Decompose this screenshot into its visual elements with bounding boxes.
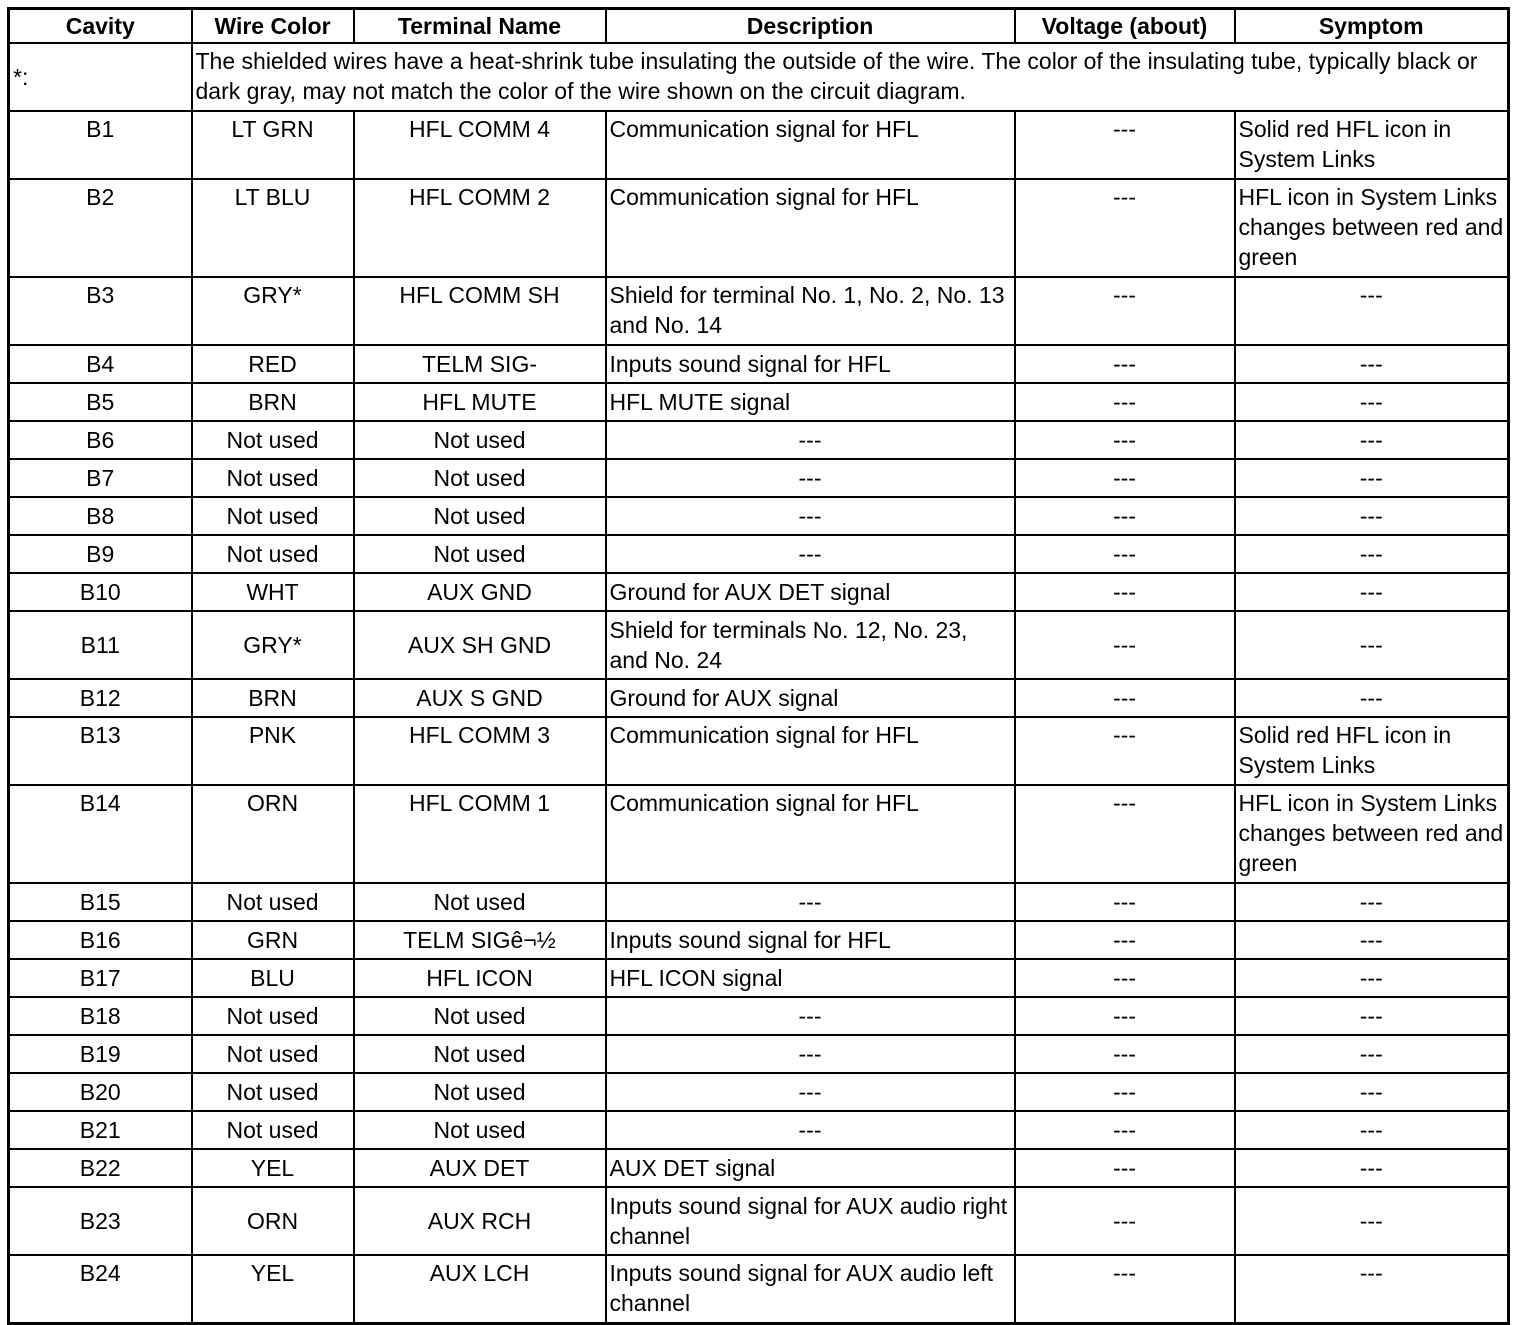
connector-table-wrapper: [7, 7, 1510, 1325]
header-terminal-name: Terminal Name: [354, 9, 606, 44]
cell-voltage: ---: [1015, 179, 1235, 277]
table-row: [9, 277, 1509, 345]
cell-description: HFL ICON signal: [606, 959, 1015, 997]
cell-description: Communication signal for HFL: [606, 111, 1015, 179]
table-row: [9, 883, 1509, 921]
cell-cavity: B2: [9, 179, 192, 277]
cell-symptom: ---: [1235, 679, 1509, 717]
cell-wire-color: LT BLU: [192, 179, 354, 277]
cell-wire-color: BLU: [192, 959, 354, 997]
cell-wire-color: ORN: [192, 1187, 354, 1255]
cell-cavity: B4: [9, 345, 192, 383]
cell-description: ---: [606, 1073, 1015, 1111]
cell-voltage: ---: [1015, 883, 1235, 921]
cell-symptom: ---: [1235, 535, 1509, 573]
cell-wire-color: Not used: [192, 497, 354, 535]
cell-terminal-name: Not used: [354, 459, 606, 497]
cell-terminal-name: AUX GND: [354, 573, 606, 611]
cell-wire-color: BRN: [192, 679, 354, 717]
cell-description: Inputs sound signal for AUX audio right channel: [606, 1187, 1015, 1255]
cell-terminal-name: Not used: [354, 1073, 606, 1111]
cell-terminal-name: TELM SIGê¬½: [354, 921, 606, 959]
cell-symptom: HFL icon in System Links changes between red and green: [1235, 785, 1509, 883]
footnote-row: [9, 43, 1509, 111]
cell-terminal-name: HFL COMM 3: [354, 717, 606, 785]
header-wire-color: Wire Color: [192, 9, 354, 44]
table-row: [9, 1187, 1509, 1255]
table-row: [9, 921, 1509, 959]
cell-terminal-name: HFL ICON: [354, 959, 606, 997]
cell-description: AUX DET signal: [606, 1149, 1015, 1187]
cell-description: ---: [606, 1111, 1015, 1149]
cell-symptom: ---: [1235, 1035, 1509, 1073]
cell-wire-color: GRY*: [192, 611, 354, 679]
cell-terminal-name: AUX LCH: [354, 1255, 606, 1324]
cell-terminal-name: Not used: [354, 1035, 606, 1073]
cell-symptom: ---: [1235, 345, 1509, 383]
cell-voltage: ---: [1015, 785, 1235, 883]
cell-voltage: ---: [1015, 345, 1235, 383]
cell-description: Inputs sound signal for HFL: [606, 921, 1015, 959]
cell-wire-color: BRN: [192, 383, 354, 421]
cell-wire-color: YEL: [192, 1255, 354, 1324]
cell-terminal-name: HFL COMM 2: [354, 179, 606, 277]
table-row: [9, 179, 1509, 277]
cell-description: ---: [606, 421, 1015, 459]
cell-wire-color: Not used: [192, 997, 354, 1035]
cell-voltage: ---: [1015, 497, 1235, 535]
cell-wire-color: GRY*: [192, 277, 354, 345]
cell-symptom: ---: [1235, 1073, 1509, 1111]
cell-cavity: B13: [9, 717, 192, 785]
cell-description: HFL MUTE signal: [606, 383, 1015, 421]
table-row: [9, 611, 1509, 679]
table-row: [9, 997, 1509, 1035]
cell-terminal-name: Not used: [354, 1111, 606, 1149]
cell-terminal-name: Not used: [354, 997, 606, 1035]
cell-description: Communication signal for HFL: [606, 717, 1015, 785]
table-row: [9, 679, 1509, 717]
cell-cavity: B10: [9, 573, 192, 611]
cell-cavity: B18: [9, 997, 192, 1035]
cell-wire-color: WHT: [192, 573, 354, 611]
cell-cavity: B9: [9, 535, 192, 573]
cell-terminal-name: Not used: [354, 883, 606, 921]
cell-symptom: ---: [1235, 383, 1509, 421]
cell-description: ---: [606, 883, 1015, 921]
cell-description: ---: [606, 997, 1015, 1035]
table-row: [9, 345, 1509, 383]
cell-description: Communication signal for HFL: [606, 179, 1015, 277]
cell-description: Shield for terminals No. 12, No. 23, and No. 24: [606, 611, 1015, 679]
cell-description: ---: [606, 535, 1015, 573]
cell-cavity: B17: [9, 959, 192, 997]
cell-cavity: B3: [9, 277, 192, 345]
header-description: Description: [606, 9, 1015, 44]
header-cavity: Cavity: [9, 9, 192, 44]
cell-voltage: ---: [1015, 277, 1235, 345]
table-row: [9, 535, 1509, 573]
cell-cavity: B23: [9, 1187, 192, 1255]
header-symptom: Symptom: [1235, 9, 1509, 44]
cell-voltage: ---: [1015, 611, 1235, 679]
cell-wire-color: Not used: [192, 1035, 354, 1073]
cell-description: Shield for terminal No. 1, No. 2, No. 13 and No. 14: [606, 277, 1015, 345]
cell-wire-color: Not used: [192, 535, 354, 573]
cell-cavity: B15: [9, 883, 192, 921]
cell-wire-color: Not used: [192, 883, 354, 921]
cell-voltage: ---: [1015, 717, 1235, 785]
cell-symptom: Solid red HFL icon in System Links: [1235, 717, 1509, 785]
cell-cavity: B7: [9, 459, 192, 497]
cell-terminal-name: AUX DET: [354, 1149, 606, 1187]
cell-cavity: B21: [9, 1111, 192, 1149]
cell-symptom: ---: [1235, 997, 1509, 1035]
table-header-row: [9, 9, 1509, 44]
cell-symptom: ---: [1235, 1111, 1509, 1149]
cell-description: Ground for AUX signal: [606, 679, 1015, 717]
cell-description: Communication signal for HFL: [606, 785, 1015, 883]
cell-terminal-name: AUX S GND: [354, 679, 606, 717]
cell-voltage: ---: [1015, 1035, 1235, 1073]
cell-cavity: B1: [9, 111, 192, 179]
footnote-text: The shielded wires have a heat-shrink tube insulating the outside of the wire. The color of the insulating tube, typically black or dark gray, may not match the color of the wire shown on the circuit diagram.: [192, 43, 1509, 111]
cell-cavity: B12: [9, 679, 192, 717]
cell-wire-color: ORN: [192, 785, 354, 883]
cell-terminal-name: TELM SIG-: [354, 345, 606, 383]
footnote-marker: *:: [9, 43, 192, 111]
cell-voltage: ---: [1015, 1187, 1235, 1255]
connector-pinout-table: [7, 7, 1510, 1325]
cell-terminal-name: Not used: [354, 535, 606, 573]
cell-terminal-name: AUX RCH: [354, 1187, 606, 1255]
cell-terminal-name: HFL COMM SH: [354, 277, 606, 345]
cell-wire-color: Not used: [192, 1073, 354, 1111]
table-row: [9, 717, 1509, 785]
cell-voltage: ---: [1015, 383, 1235, 421]
cell-symptom: ---: [1235, 1255, 1509, 1324]
table-row: [9, 1149, 1509, 1187]
cell-terminal-name: HFL COMM 4: [354, 111, 606, 179]
cell-voltage: ---: [1015, 111, 1235, 179]
table-row: [9, 959, 1509, 997]
cell-terminal-name: AUX SH GND: [354, 611, 606, 679]
cell-cavity: B11: [9, 611, 192, 679]
cell-wire-color: YEL: [192, 1149, 354, 1187]
cell-voltage: ---: [1015, 921, 1235, 959]
cell-wire-color: LT GRN: [192, 111, 354, 179]
cell-cavity: B19: [9, 1035, 192, 1073]
cell-wire-color: RED: [192, 345, 354, 383]
cell-voltage: ---: [1015, 1111, 1235, 1149]
cell-voltage: ---: [1015, 679, 1235, 717]
cell-voltage: ---: [1015, 959, 1235, 997]
table-row: [9, 459, 1509, 497]
cell-symptom: ---: [1235, 1187, 1509, 1255]
cell-wire-color: PNK: [192, 717, 354, 785]
cell-terminal-name: HFL COMM 1: [354, 785, 606, 883]
cell-voltage: ---: [1015, 459, 1235, 497]
cell-voltage: ---: [1015, 1255, 1235, 1324]
cell-terminal-name: Not used: [354, 421, 606, 459]
cell-wire-color: GRN: [192, 921, 354, 959]
cell-wire-color: Not used: [192, 1111, 354, 1149]
cell-symptom: ---: [1235, 611, 1509, 679]
cell-symptom: ---: [1235, 497, 1509, 535]
cell-description: Ground for AUX DET signal: [606, 573, 1015, 611]
cell-cavity: B6: [9, 421, 192, 459]
cell-symptom: Solid red HFL icon in System Links: [1235, 111, 1509, 179]
table-row: [9, 383, 1509, 421]
cell-wire-color: Not used: [192, 421, 354, 459]
cell-symptom: ---: [1235, 883, 1509, 921]
cell-symptom: HFL icon in System Links changes between red and green: [1235, 179, 1509, 277]
cell-wire-color: Not used: [192, 459, 354, 497]
cell-cavity: B24: [9, 1255, 192, 1324]
cell-terminal-name: Not used: [354, 497, 606, 535]
cell-terminal-name: HFL MUTE: [354, 383, 606, 421]
cell-symptom: ---: [1235, 277, 1509, 345]
cell-description: ---: [606, 1035, 1015, 1073]
table-row: [9, 573, 1509, 611]
cell-voltage: ---: [1015, 1149, 1235, 1187]
cell-description: ---: [606, 459, 1015, 497]
cell-description: ---: [606, 497, 1015, 535]
cell-cavity: B14: [9, 785, 192, 883]
table-row: [9, 785, 1509, 883]
table-row: [9, 1035, 1509, 1073]
table-row: [9, 1073, 1509, 1111]
cell-voltage: ---: [1015, 573, 1235, 611]
cell-cavity: B22: [9, 1149, 192, 1187]
table-row: [9, 421, 1509, 459]
cell-symptom: ---: [1235, 459, 1509, 497]
header-voltage: Voltage (about): [1015, 9, 1235, 44]
cell-symptom: ---: [1235, 573, 1509, 611]
cell-cavity: B5: [9, 383, 192, 421]
cell-description: Inputs sound signal for HFL: [606, 345, 1015, 383]
cell-symptom: ---: [1235, 1149, 1509, 1187]
cell-cavity: B16: [9, 921, 192, 959]
cell-description: Inputs sound signal for AUX audio left channel: [606, 1255, 1015, 1324]
table-row: [9, 111, 1509, 179]
cell-symptom: ---: [1235, 959, 1509, 997]
cell-voltage: ---: [1015, 421, 1235, 459]
cell-cavity: B20: [9, 1073, 192, 1111]
cell-voltage: ---: [1015, 535, 1235, 573]
cell-symptom: ---: [1235, 421, 1509, 459]
table-row: [9, 1111, 1509, 1149]
table-row: [9, 1255, 1509, 1324]
cell-voltage: ---: [1015, 1073, 1235, 1111]
table-row: [9, 497, 1509, 535]
cell-symptom: ---: [1235, 921, 1509, 959]
cell-cavity: B8: [9, 497, 192, 535]
cell-voltage: ---: [1015, 997, 1235, 1035]
